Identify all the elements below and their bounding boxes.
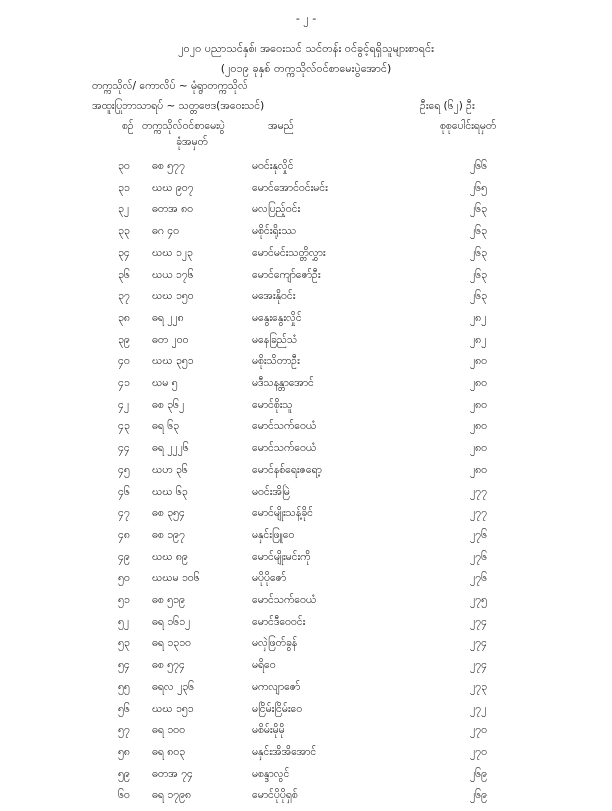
- row-roll-number: ဓရလ ၂၃၆: [152, 680, 195, 693]
- row-name: မောင်သက်ဝေယံ: [252, 442, 317, 455]
- page-number: - ၂ -: [295, 12, 317, 25]
- row-number: ၅၃: [118, 637, 130, 650]
- row-name: မစန္ဒာလွင်: [252, 767, 290, 780]
- row-total-mark: ၂၇၄: [470, 659, 487, 672]
- row-name: မောင်သက်ဝေယံ: [252, 420, 317, 433]
- row-total-mark: ၂၇၀: [470, 724, 487, 737]
- row-name: မောင်အောင်ဝင်းမင်း: [252, 181, 328, 194]
- row-total-mark: ၂၆၉: [470, 767, 487, 780]
- row-name: မစိုးသိတာဦး: [252, 355, 300, 368]
- row-total-mark: ၂၈၀: [470, 355, 488, 368]
- row-roll-number: ဃဃ ၁၅၀: [152, 290, 194, 303]
- row-roll-number: ဓရ ၂၂၈: [152, 311, 184, 324]
- header-no: စဉ်: [122, 120, 134, 132]
- row-total-mark: ၂၇၄: [470, 637, 487, 650]
- row-roll-number: ဃဃ ၆၃: [152, 485, 188, 498]
- row-total-mark: ၂၇၆: [470, 550, 487, 563]
- document-title: ၂၀၂၀ ပညာသင်နှစ်၊ အဝေးသင် သင်တန်း ဝင်ခွင့်ရရှိသူများစာရင်း: [178, 42, 434, 55]
- row-total-mark: ၂၆၃: [470, 246, 487, 259]
- row-roll-number: ဃဟ ၃၆: [152, 463, 188, 476]
- table-row: [0, 529, 612, 551]
- table-row: [0, 507, 612, 529]
- table-row: [0, 486, 612, 508]
- row-total-mark: ၂၆၃: [470, 225, 487, 238]
- row-total-mark: ၂၈၀: [470, 463, 488, 476]
- row-roll-number: ဓစ ၃၆၂: [152, 398, 185, 411]
- row-total-mark: ၂၇၇: [470, 485, 487, 498]
- table-row: [0, 464, 612, 486]
- table-row: [0, 290, 612, 312]
- major-label: အထူးပြုဘာသာရပ် ~ သတ္တဗေဒ(အဝေးသင်): [92, 100, 265, 112]
- row-number: ၃၆: [118, 268, 130, 281]
- row-number: ၅၉: [118, 767, 130, 780]
- table-row: [0, 203, 612, 225]
- row-number: ၃၁: [118, 181, 130, 194]
- row-roll-number: ဃမ ၅: [152, 377, 178, 389]
- row-number: ၅၄: [118, 659, 130, 672]
- row-roll-number: ဓတအ ၇၄: [152, 767, 193, 780]
- row-total-mark: ၂၈၂: [470, 311, 487, 324]
- header-name: အမည်: [268, 120, 294, 132]
- row-number: ၄၅: [118, 463, 130, 476]
- row-total-mark: ၂၆၃: [470, 203, 487, 216]
- row-name: မနှင်းဖြူဝေ: [252, 528, 295, 541]
- row-roll-number: ဓရ ၁၃၁၀: [152, 637, 191, 650]
- row-total-mark: ၂၆၃: [470, 268, 487, 281]
- row-number: ၅၁: [118, 594, 130, 606]
- header-roll: တက္ကသိုလ်ဝင်စာမေးပွဲ: [142, 120, 225, 132]
- row-total-mark: ၂၈၂: [470, 333, 487, 346]
- row-roll-number: ဓရ ၂၂၂၆: [152, 442, 189, 455]
- row-roll-number: ဓရ ၁၀၀: [152, 724, 185, 737]
- row-name: မောင်မင်းသတ္တိလွှား: [252, 246, 326, 259]
- row-roll-number: ဓတအ ၈၀: [152, 203, 194, 216]
- row-roll-number: ဓစ ၁၉၇: [152, 528, 185, 541]
- row-number: ၅၅: [118, 680, 130, 693]
- row-roll-number: ဓတ ၂၀၀: [152, 333, 189, 346]
- row-total-mark: ၂၆၉: [470, 789, 487, 802]
- header-roll-sub: ခုံအမှတ်: [176, 136, 208, 148]
- document-subtitle: (၂၀၁၉ ခုနှစ် တက္ကသိုလ်ဝင်စာမေးပွဲအောင်): [220, 62, 392, 75]
- row-number: ၃၂: [118, 203, 130, 216]
- row-name: မနေခြည်သံ: [252, 333, 298, 346]
- table-row: [0, 420, 612, 442]
- table-row: [0, 681, 612, 703]
- table-row: [0, 594, 612, 616]
- total-count: ဦးရေ (၆၂) ဦး: [420, 100, 475, 112]
- row-roll-number: ဓစ ၃၅၄: [152, 507, 185, 520]
- row-number: ၄၆: [118, 485, 130, 498]
- row-number: ၃၄: [118, 246, 130, 259]
- header-mark: စုစုပေါင်းရမှတ်: [440, 120, 497, 132]
- row-name: မကလျာဇော်: [252, 680, 301, 693]
- table-row: [0, 247, 612, 269]
- row-total-mark: ၂၆၃: [470, 290, 487, 303]
- table-row: [0, 269, 612, 291]
- row-name: မောင်မျိုးမင်းကို: [252, 550, 311, 563]
- row-name: မောင်ကျော်ဇော်ဦး: [252, 268, 321, 281]
- row-total-mark: ၂၇၀: [470, 745, 487, 758]
- table-row: [0, 551, 612, 573]
- row-roll-number: ဓရ ၈၀၃: [152, 745, 186, 758]
- row-name: မအေးနိုဝင်း: [252, 290, 296, 303]
- table-row: [0, 182, 612, 204]
- table-row: [0, 768, 612, 790]
- table-row: [0, 160, 612, 182]
- table-row: [0, 746, 612, 768]
- row-number: ၅၀: [118, 572, 130, 585]
- row-total-mark: ၂၇၇: [470, 507, 487, 520]
- row-roll-number: ဓဂ ၄၀: [152, 225, 180, 238]
- row-name: မစိုင်းရိုးဿ: [252, 225, 296, 238]
- table-row: [0, 334, 612, 356]
- row-number: ၅၇: [118, 724, 130, 737]
- university-label: တက္ကသိုလ်/ ကောလိပ် ~ မုံရွာတက္ကသိုလ်: [92, 80, 248, 92]
- row-number: ၅၂: [118, 615, 130, 628]
- table-row: [0, 637, 612, 659]
- row-name: မောင်ဒီဝေဝင်း: [252, 615, 306, 628]
- row-total-mark: ၂၇၃: [470, 680, 487, 693]
- row-name: မောင်နစ်ရေးဇရော့: [252, 463, 322, 476]
- row-roll-number: ဃဃ ၃၅၁: [152, 355, 194, 368]
- row-roll-number: ဓရ ၆၃: [152, 420, 180, 433]
- row-total-mark: ၂၆၅: [470, 181, 487, 194]
- row-name: မဝင်းအိမြဲ: [252, 485, 290, 498]
- row-name: မောင်ပိုပိုရှစ်: [252, 789, 298, 802]
- row-roll-number: ဃဃ ၈၉: [152, 550, 188, 563]
- row-name: မငြိမ်းငြိမ်းဝေ: [252, 702, 303, 715]
- row-total-mark: ၂၈၀: [470, 420, 488, 433]
- row-roll-number: ဓစ ၅၇၄: [152, 659, 185, 672]
- row-total-mark: ၂၈၀: [470, 398, 488, 411]
- row-number: ၃၉: [118, 333, 130, 346]
- table-row: [0, 789, 612, 811]
- row-name: မပိုပိုဇော်: [252, 572, 287, 585]
- row-roll-number: ဓရ ၁၆၁၂: [152, 615, 191, 628]
- row-total-mark: ၂၇၆: [470, 572, 487, 585]
- row-name: မောင်မျိုးသန့်ခိုင်: [252, 507, 313, 520]
- row-name: မောင်စိုးသူ: [252, 398, 293, 411]
- row-number: ၅၆: [118, 702, 130, 715]
- row-number: ၄၄: [118, 442, 130, 455]
- row-roll-number: ဃဃ ၁၂၃: [152, 246, 193, 259]
- row-roll-number: ဃဃ ၁၅၁: [152, 702, 194, 715]
- row-name: မနှင်းအိအိအောင်: [252, 745, 317, 758]
- table-row: [0, 355, 612, 377]
- row-total-mark: ၂၈၀: [470, 442, 488, 455]
- row-roll-number: ဓရ ၁၇၉၈: [152, 789, 191, 802]
- row-total-mark: ၂၆၆: [470, 160, 487, 172]
- table-row: [0, 572, 612, 594]
- row-name: မဒီသနန္တာအောင်: [252, 377, 314, 389]
- row-number: ၆၀: [118, 789, 130, 802]
- row-name: မလပြည့်ဝင်း: [252, 203, 301, 216]
- row-total-mark: ၂၇၅: [470, 594, 487, 606]
- row-number: ၄၈: [118, 528, 130, 541]
- table-row: [0, 659, 612, 681]
- row-roll-number: ဃဃ ၉၀၇: [152, 181, 194, 194]
- row-number: ၄၀: [118, 355, 130, 368]
- row-total-mark: ၂၇၄: [470, 615, 487, 628]
- row-total-mark: ၂၈၀: [470, 377, 488, 389]
- table-row: [0, 442, 612, 464]
- row-number: ၃၀: [118, 160, 130, 172]
- table-row: [0, 225, 612, 247]
- row-name: မလှဲဖြတ်ခွန်: [252, 637, 298, 650]
- row-name: မရိဝေ: [252, 659, 276, 672]
- table-row: [0, 703, 612, 725]
- table-row: [0, 399, 612, 421]
- row-roll-number: ဓစ ၅၇၇: [152, 160, 185, 172]
- row-number: ၄၉: [118, 550, 130, 563]
- row-total-mark: ၂၇၆: [470, 528, 487, 541]
- row-name: မနွေးနွေးလှိုင်: [252, 311, 302, 324]
- row-total-mark: ၂၇၂: [470, 702, 487, 715]
- row-number: ၄၁: [118, 377, 130, 389]
- row-roll-number: ဃဃမ ၁၀၆: [152, 572, 200, 585]
- row-number: ၄၇: [118, 507, 130, 520]
- row-roll-number: ဓစ ၅၁၉: [152, 594, 185, 606]
- table-row: [0, 312, 612, 334]
- row-name: မဝင်းနုလှိုင်: [252, 160, 294, 172]
- row-roll-number: ဃယ ၁၇၆: [152, 268, 194, 281]
- row-number: ၅၈: [118, 745, 130, 758]
- table-row: [0, 616, 612, 638]
- row-number: ၃၇: [118, 290, 130, 303]
- row-name: မစိမ်းမိုမို: [252, 724, 285, 737]
- table-row: [0, 724, 612, 746]
- row-number: ၄၂: [118, 398, 130, 411]
- row-number: ၄၃: [118, 420, 130, 433]
- row-name: မောင်သက်ဝေယံ: [252, 594, 317, 606]
- row-number: ၃၈: [118, 311, 130, 324]
- row-number: ၃၃: [118, 225, 130, 238]
- table-row: [0, 377, 612, 399]
